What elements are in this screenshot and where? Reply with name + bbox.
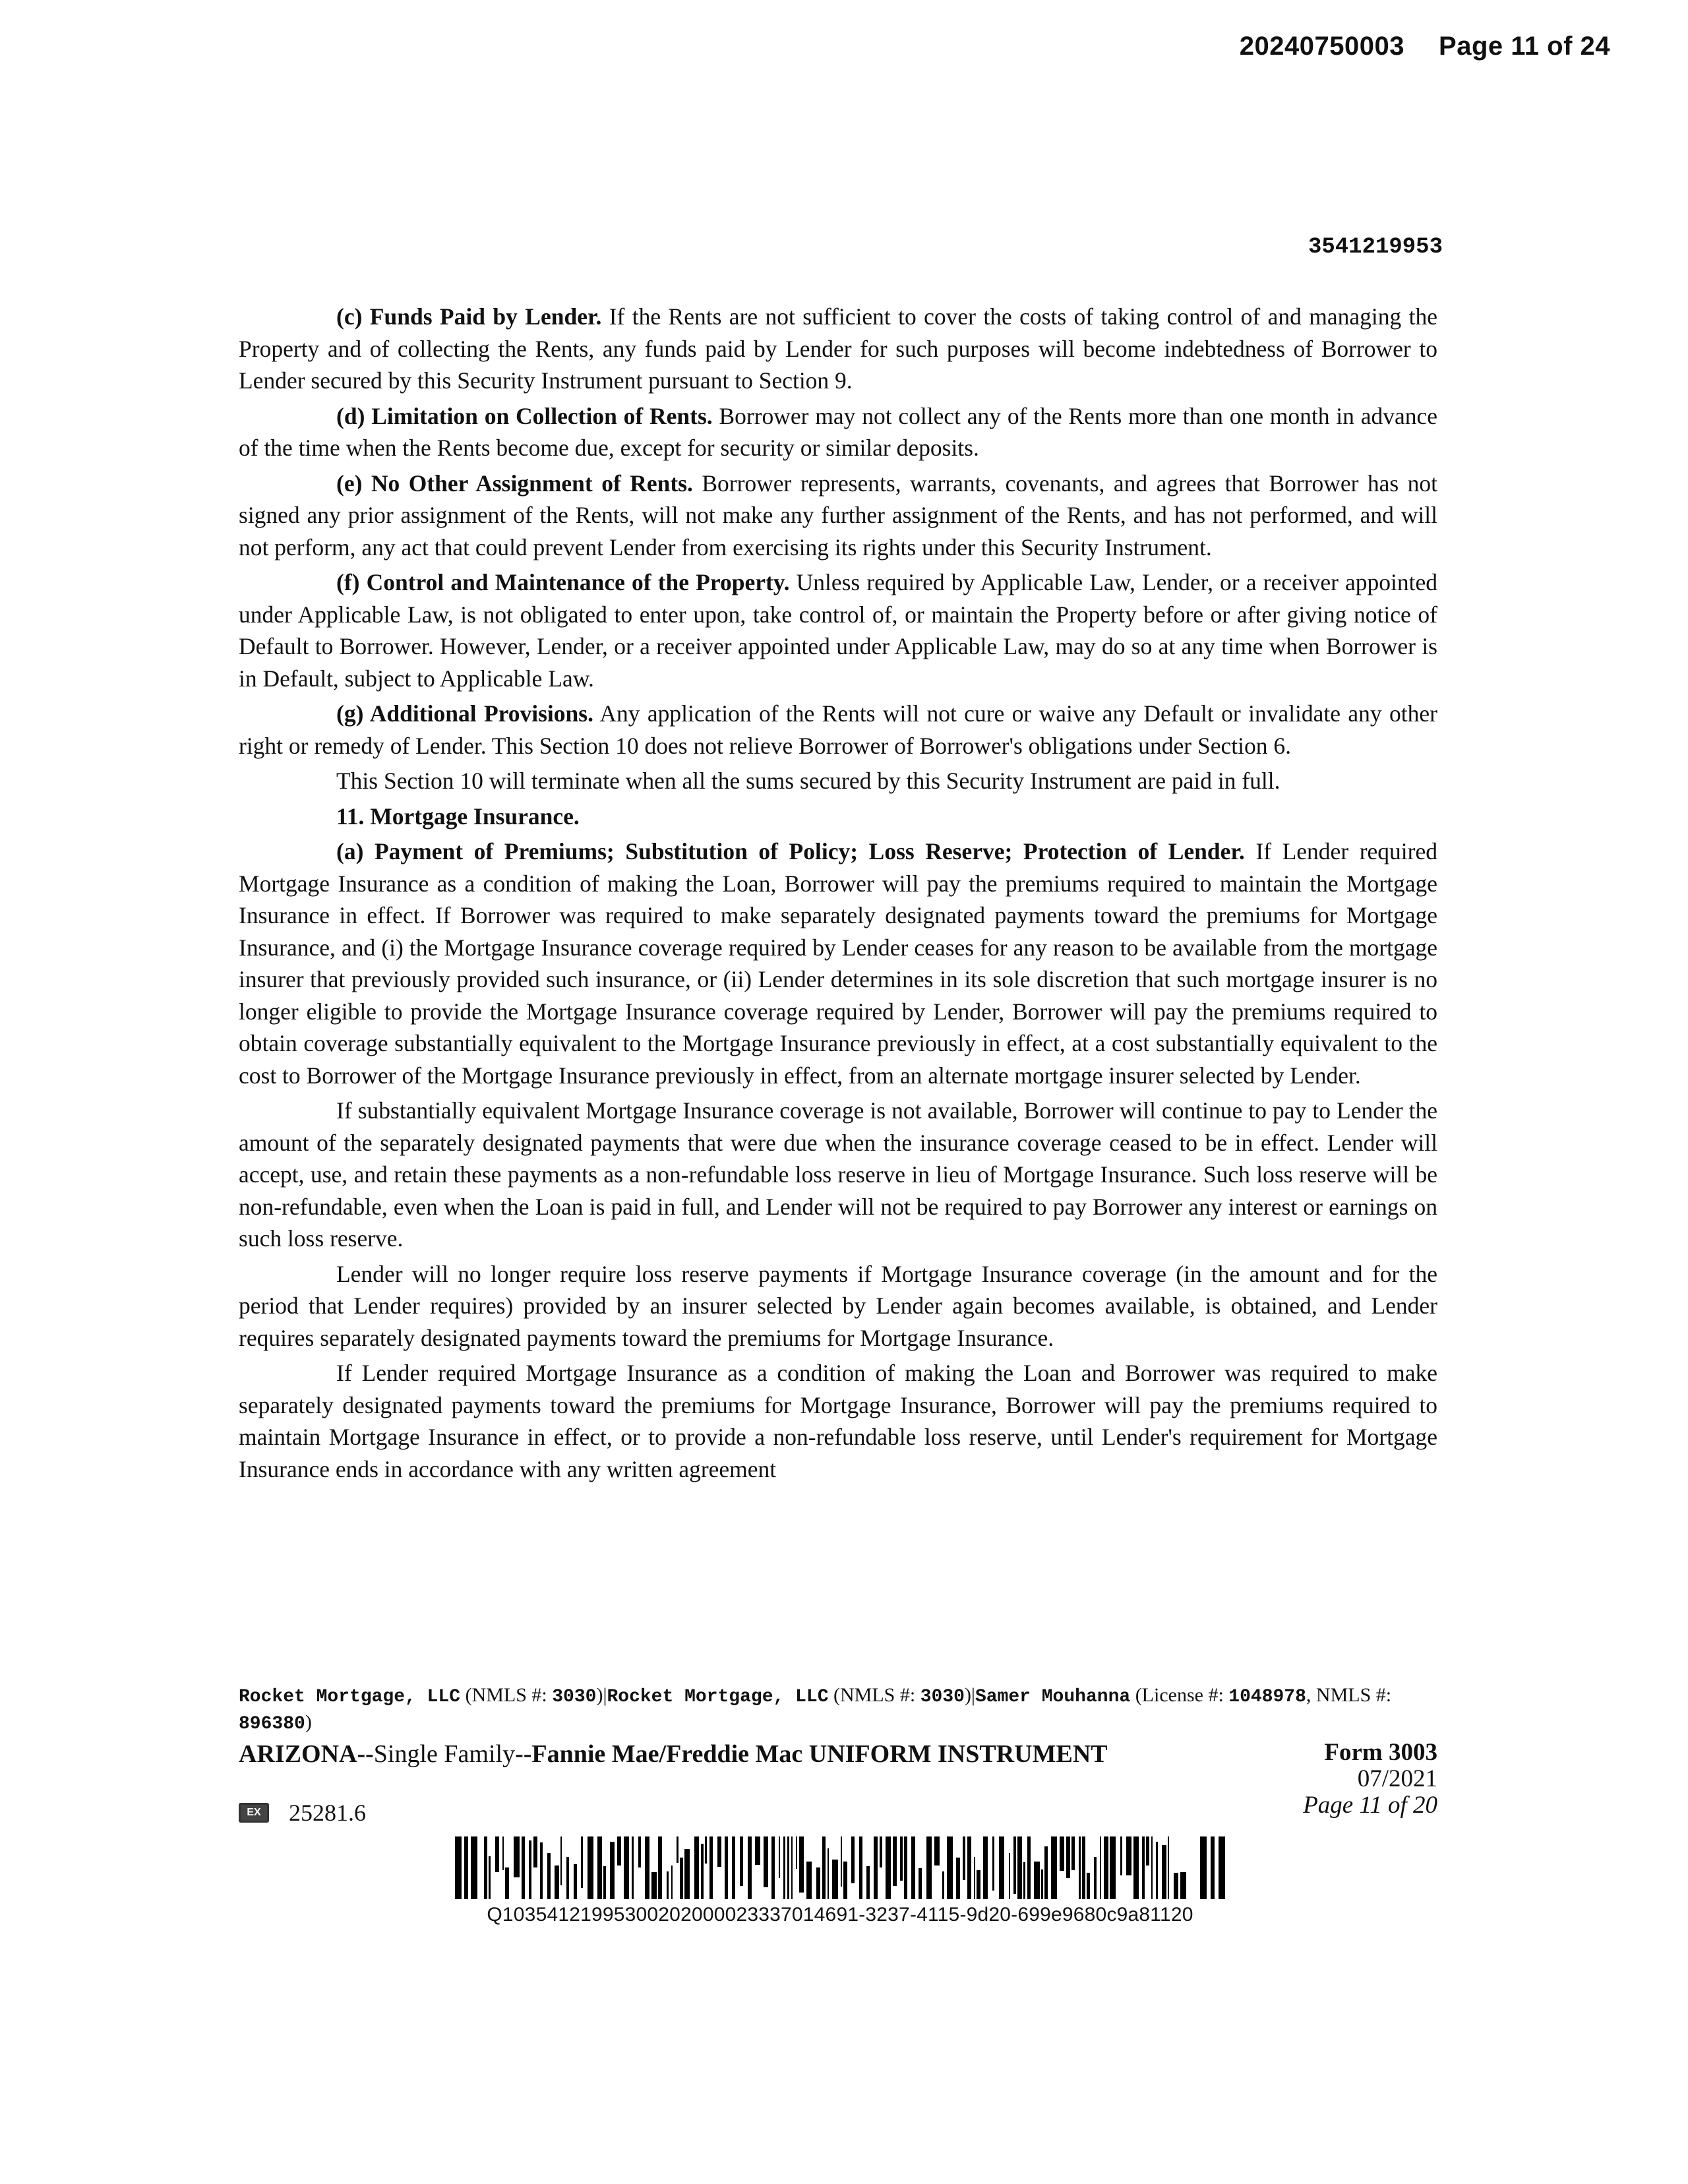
barcode-bar <box>1133 1836 1139 1899</box>
barcode-bar <box>1156 1842 1158 1899</box>
barcode-bar <box>1044 1846 1048 1899</box>
paragraph-heading: (g) Additional Provisions. <box>336 700 593 727</box>
barcode-bar <box>900 1836 903 1881</box>
paragraph-text: If Lender required Mortgage Insurance as a condition of making the Loan, Borrower will pay the premiums required to maintain the Mortgage Insurance in effect. If Borrower was required to make separately designated payments toward the premiums for Mortgage Insurance, and (i) the Mortgage Insurance coverage required by Lender ceases for any reason to be available from the mortgage insurer that previously provided such insurance, or (ii) Lender determines in its sole discretion that such mortgage insurer is no longer eligible to provide the Mortgage Insurance coverage required by Lender, Borrower will pay the premiums required to obtain coverage substantially equivalent to the Mortgage Insurance previously in effect, at a cost substantially equivalent to the cost to Borrower of the Mortgage Insurance previously in effect, from an alternate mortgage insurer selected by Lender. <box>239 838 1437 1089</box>
barcode-bar <box>1023 1862 1025 1899</box>
paragraph-loss-reserve: If substantially equivalent Mortgage Insurance coverage is not available, Borrower will continue to pay to Lender the amount of the separately designated payments that were due when the insurance coverage ceased to be in effect. Lender will accept, use, and retain these payments as a non-refundable loss reserve in lieu of Mortgage Insurance. Such loss reserve will be non-refundable, even when the Loan is paid in full, and Lender will not be required to pay Borrower any interest or earnings on such loss reserve. <box>239 1097 1437 1252</box>
barcode-bar <box>963 1836 965 1880</box>
section-11-heading: 11. Mortgage Insurance. <box>336 803 580 830</box>
barcode-bar <box>617 1836 621 1866</box>
barcode-bar <box>1034 1862 1040 1899</box>
paragraph-no-longer-require: Lender will no longer require loss reserve payments if Mortgage Insurance coverage (in the amount and for the period that Lender requires) provided by an insurer selected by Lender again becomes available, is obtained, and Lender requires separately designated payments toward the premiums for Mortgage Insurance. <box>239 1260 1437 1351</box>
paragraph-additional-provisions <box>239 698 1437 762</box>
barcode-bar <box>886 1836 891 1899</box>
barcode-bar <box>529 1840 531 1899</box>
barcode-bar <box>783 1836 785 1899</box>
barcode-bar <box>1041 1869 1043 1899</box>
barcode-bar <box>1013 1836 1016 1894</box>
barcode-bar <box>505 1867 509 1899</box>
barcode-bar <box>880 1836 882 1867</box>
barcode-bar <box>841 1836 842 1887</box>
barcode-bar <box>455 1836 462 1899</box>
recording-page: Page 11 of 24 <box>1439 32 1610 61</box>
barcode-bar <box>1211 1836 1215 1899</box>
barcode-bar <box>967 1836 971 1899</box>
barcode-bar <box>1219 1836 1225 1899</box>
barcode-bar <box>694 1836 699 1899</box>
barcode-bar <box>1151 1836 1153 1899</box>
document-body <box>239 301 1437 1488</box>
barcode-bar <box>533 1836 537 1867</box>
barcode-bar <box>740 1836 743 1886</box>
paragraph-text: Borrower may not collect any of the Rents more than one month in advance of the time when the Rents become due, except for security or similar deposits. <box>239 402 1437 461</box>
paragraph-text: Any application of the Rents will not cure or waive any Default or invalidate any other right or remedy of Lender. This Section 10 does not relieve Borrower of Borrower's obligations under Section 6. <box>239 700 1437 759</box>
paragraph-heading: (d) Limitation on Collection of Rents. <box>336 402 713 429</box>
lender-name: Rocket Mortgage, LLC <box>239 1687 461 1707</box>
barcode-bar <box>632 1836 634 1899</box>
barcode-bar <box>911 1836 915 1899</box>
barcode-bar <box>645 1836 649 1899</box>
barcode-bar <box>1162 1845 1166 1899</box>
barcode-bar <box>983 1836 988 1899</box>
ex-icon: EX <box>239 1803 269 1823</box>
barcode-bar <box>832 1860 838 1899</box>
barcode-bar <box>489 1856 491 1899</box>
barcode-bar <box>684 1849 690 1899</box>
barcode-bar <box>1200 1836 1207 1899</box>
barcode-bar <box>624 1836 629 1899</box>
barcode-bar <box>791 1836 793 1899</box>
barcode-bar <box>547 1853 551 1899</box>
barcode-bar <box>484 1836 487 1899</box>
barcode-bar <box>522 1836 525 1899</box>
barcode-bar <box>705 1836 707 1864</box>
barcode-bar <box>787 1836 789 1899</box>
barcode-bar <box>947 1836 953 1899</box>
barcode-bar <box>764 1836 768 1887</box>
barcode-bar <box>651 1872 657 1899</box>
paragraph-heading: (c) Funds Paid by Lender. <box>336 303 602 330</box>
version-number: 25281.6 <box>289 1800 366 1826</box>
paragraph-text: Unless required by Applicable Law, Lender, or a receiver appointed under Applicable Law, is not obligated to enter upon, take control of, or maintain the Property before or after giving notice of Default to Borrower. However, Lender, or a receiver appointed under Applicable Law, may do so at any time when Borrower is in Default, subject to Applicable Law. <box>239 569 1438 692</box>
barcode-bar <box>779 1836 780 1878</box>
paragraph-funds-paid <box>239 301 1437 397</box>
barcode-bar <box>638 1836 641 1867</box>
barcode-bar <box>1066 1836 1070 1878</box>
barcode-bar <box>822 1836 826 1899</box>
barcode-bar <box>502 1836 504 1870</box>
paragraph-payment-of-premiums <box>239 835 1437 1091</box>
barcode-bar <box>566 1857 569 1899</box>
form-row <box>239 1740 1437 1819</box>
barcode-bar <box>942 1871 944 1899</box>
barcode-bar <box>999 1836 1004 1899</box>
barcode-bar <box>1009 1853 1010 1899</box>
lender-name: Rocket Mortgage, LLC <box>607 1687 829 1707</box>
barcode-bar <box>1100 1836 1101 1899</box>
paragraph-section-10-termination: This Section 10 will terminate when all the sums secured by this Security Instrument are paid in full. <box>336 768 1281 794</box>
barcode-bar <box>843 1862 847 1899</box>
barcode-bar <box>597 1836 602 1899</box>
barcode-bar <box>816 1867 820 1899</box>
barcode-bar <box>1126 1836 1131 1875</box>
barcode-bar <box>828 1848 829 1899</box>
barcode-bar <box>1017 1836 1022 1899</box>
loan-number: 3541219953 <box>1308 235 1443 260</box>
barcode-bar <box>495 1836 499 1872</box>
paragraph-heading: (a) Payment of Premiums; Substitution of Policy; Loss Reserve; Protection of Lender. <box>336 838 1245 864</box>
paragraph-control-maintenance <box>239 566 1437 694</box>
barcode-bar <box>603 1866 606 1899</box>
barcode-bar <box>471 1836 477 1899</box>
barcode-bar <box>1060 1836 1064 1871</box>
barcode-bar <box>977 1870 980 1899</box>
paragraph-heading: (e) No Other Assignment of Rents. <box>336 470 693 497</box>
barcode-bar <box>806 1862 812 1899</box>
barcode-bar <box>680 1858 683 1899</box>
barcode-bar <box>874 1836 878 1899</box>
barcode <box>455 1836 1225 1899</box>
barcode-bar <box>1082 1836 1085 1899</box>
barcode-bar <box>581 1836 583 1888</box>
form-page: Page 11 of 20 <box>1303 1792 1437 1819</box>
barcode-bar <box>934 1836 940 1866</box>
recording-header <box>1240 32 1610 61</box>
barcode-bar <box>799 1836 804 1893</box>
barcode-bar <box>755 1836 760 1865</box>
barcode-bar <box>1094 1857 1097 1899</box>
lender-broker-line: Rocket Mortgage, LLC (NMLS #: 3030)|Rocket Mortgage, LLC (NMLS #: 3030)|Samer Mouhanna (License #: 1048978, NMLS #: 896380) <box>239 1684 1392 1734</box>
barcode-bar <box>919 1868 922 1899</box>
barcode-bar <box>992 1836 994 1891</box>
barcode-bar <box>866 1866 870 1899</box>
barcode-bar <box>701 1844 704 1899</box>
barcode-bar <box>1168 1836 1169 1899</box>
barcode-bar <box>1071 1836 1075 1870</box>
barcode-bar <box>1079 1836 1081 1899</box>
barcode-bar <box>540 1842 543 1899</box>
barcode-bar <box>677 1836 678 1863</box>
paragraph-no-other-assignment <box>239 468 1437 564</box>
version-row <box>239 1799 366 1827</box>
barcode-bar <box>926 1836 932 1899</box>
barcode-bar <box>667 1871 669 1899</box>
barcode-bar <box>717 1836 721 1867</box>
form-info <box>1303 1740 1437 1819</box>
barcode-bar <box>514 1836 520 1877</box>
barcode-bar <box>851 1836 855 1883</box>
barcode-bar <box>1087 1873 1090 1899</box>
barcode-bar <box>1104 1836 1108 1899</box>
barcode-bar <box>1174 1873 1178 1899</box>
barcode-bar <box>574 1864 577 1899</box>
barcode-bar <box>464 1836 468 1899</box>
barcode-bar <box>725 1836 728 1899</box>
barcode-bar <box>658 1836 662 1899</box>
document-footer <box>239 1683 1437 1819</box>
barcode-bar <box>904 1836 907 1899</box>
barcode-bar <box>709 1836 713 1899</box>
barcode-bar <box>1120 1836 1122 1875</box>
recording-number: 20240750003 <box>1239 32 1405 61</box>
barcode-bar <box>588 1836 593 1899</box>
barcode-bar <box>560 1836 562 1885</box>
barcode-bar <box>1027 1836 1031 1899</box>
barcode-bar <box>859 1836 862 1899</box>
barcode-bar <box>671 1866 673 1899</box>
paragraph-lender-required-mi: If Lender required Mortgage Insurance as a condition of making the Loan and Borrower was required to make separately designated payments toward the premiums for Mortgage Insurance, Borrower will pay the premiums required to maintain Mortgage Insurance in effect, or to provide a non-refundable loss reserve, until Lender's requirement for Mortgage Insurance ends in accordance with any written agreement <box>239 1360 1437 1482</box>
form-date: 07/2021 <box>1357 1765 1437 1792</box>
paragraph-heading: (f) Control and Maintenance of the Property. <box>336 569 790 595</box>
barcode-bar <box>796 1836 797 1869</box>
barcode-bar <box>748 1836 752 1899</box>
barcode-bar <box>610 1842 615 1899</box>
barcode-bar <box>956 1858 960 1899</box>
barcode-bar <box>555 1866 559 1899</box>
barcode-bar <box>1146 1836 1149 1866</box>
paragraph-text: Borrower represents, warrants, covenants, and agrees that Borrower has not signed any prior assignment of the Rents, will not make any further assignment of the Rents, and has not performed, and will not perform, any act that could prevent Lender from exercising its rights under this Security Instrument. <box>239 470 1437 561</box>
originator-name: Samer Mouhanna <box>975 1687 1131 1707</box>
barcode-bar <box>893 1836 897 1886</box>
barcode-bar <box>732 1836 735 1899</box>
barcode-bar <box>1051 1836 1057 1899</box>
paragraph-limitation-rents <box>239 400 1437 464</box>
form-title: ARIZONA--Single Family--Fannie Mae/Freddie Mac UNIFORM INSTRUMENT <box>239 1740 1108 1768</box>
paragraph-text: If the Rents are not sufficient to cover the costs of taking control of and managing the Property and of collecting the Rents, any funds paid by Lender for such purposes will become indebtedness of Borrower to Lender secured by this Security Instrument pursuant to Section 9. <box>239 303 1438 394</box>
barcode-bar <box>1180 1872 1186 1899</box>
form-number: Form 3003 <box>1324 1739 1437 1766</box>
barcode-bar <box>771 1836 775 1899</box>
barcode-bar <box>974 1857 975 1899</box>
barcode-bar <box>1142 1836 1145 1899</box>
barcode-bar <box>1110 1836 1116 1899</box>
barcode-text: Q10354121995300202000023337014691-3237-4115-9d20-699e9680c9a81120 <box>487 1904 1193 1926</box>
